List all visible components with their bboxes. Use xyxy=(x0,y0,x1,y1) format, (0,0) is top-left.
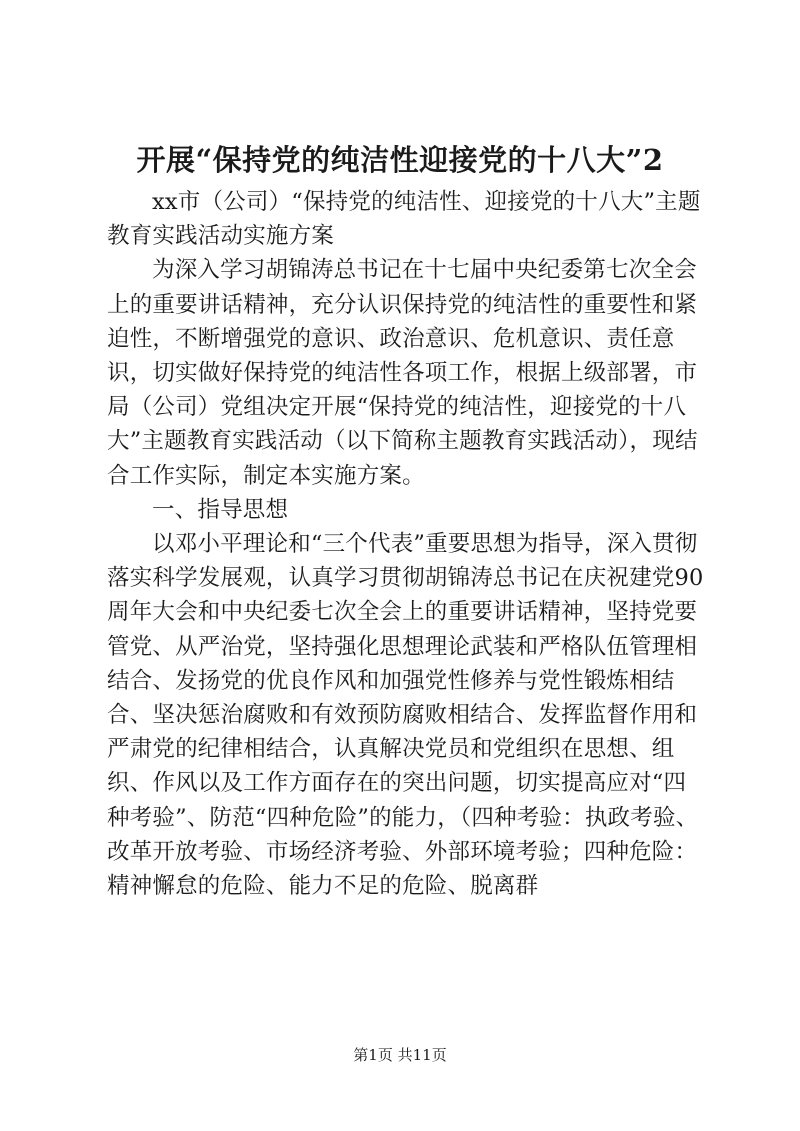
paragraph-guiding-ideology: 以邓小平理论和“三个代表”重要思想为指导，深入贯彻落实科学发展观，认真学习贯彻胡锦涛总书记在庆祝建党90周年大会和中央纪委七次全会上的重要讲话精神，坚持党要管党、从严治党，坚持强化思想理论武装和严格队伍管理相结合、发扬党的优良作风和加强党性修养与党性锻炼相结合、坚决惩治腐败和有效预防腐败相结合、发挥监督作用和严肃党的纪律相结合，认真解决党员和党组织在思想、组织、作风以及工作方面存在的突出问题，切实提高应对“四种考验”、防范“四种危险”的能力，（四种考验：执政考验、改革开放考验、市场经济考验、外部环境考验；四种危险：精神懈怠的危险、能力不足的危险、脱离群 xyxy=(107,531,704,900)
document-title: 开展“保持党的纯洁性迎接党的十八大”2 xyxy=(136,143,664,177)
page-number-footer: 第1页 共11页 xyxy=(353,1046,447,1064)
paragraph-subtitle: xx市（公司）“保持党的纯洁性、迎接党的十八大”主题教育实践活动实施方案 xyxy=(107,189,701,250)
document-body xyxy=(107,185,707,903)
section-heading-guiding-ideology: 一、指导思想 xyxy=(152,496,289,523)
paragraph-intro: 为深入学习胡锦涛总书记在十七届中央纪委第七次全会上的重要讲话精神，充分认识保持党的纯洁性的重要性和紧迫性，不断增强党的意识、政治意识、危机意识、责任意识，切实做好保持党的纯洁性各项工作，根据上级部署，市局（公司）党组决定开展“保持党的纯洁性，迎接党的十八大”主题教育实践活动（以下简称主题教育实践活动），现结合工作实际，制定本实施方案。 xyxy=(107,257,698,489)
